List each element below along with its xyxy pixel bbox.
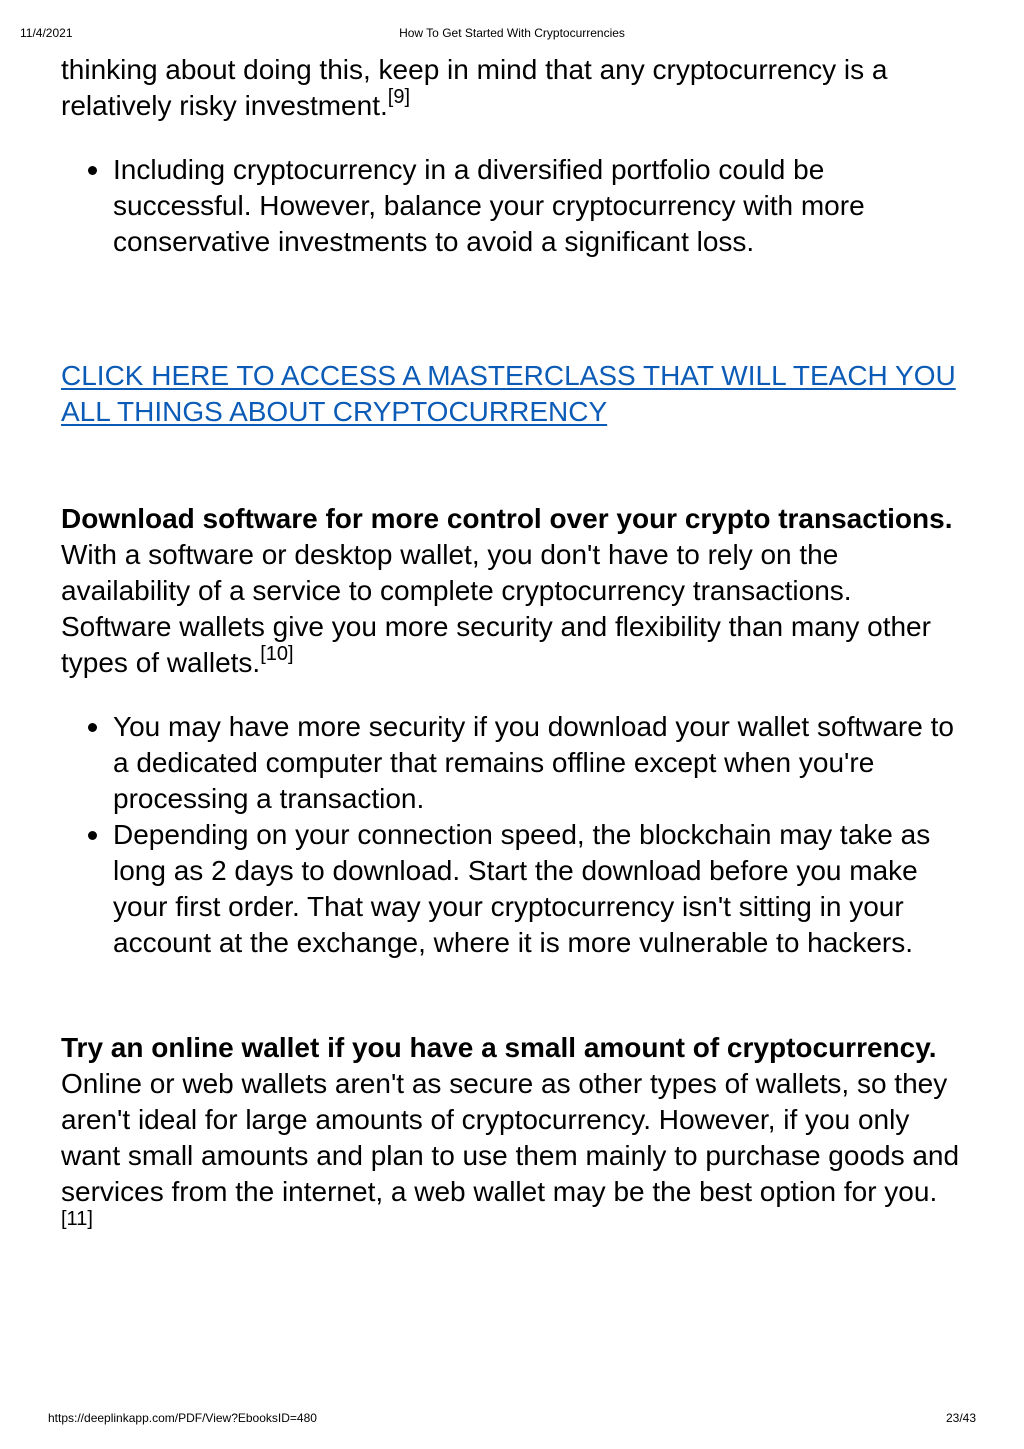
citation-9[interactable]: [9]: [387, 86, 411, 108]
page-number: 23/43: [945, 1411, 976, 1425]
page-url: https://deeplinkapp.com/PDF/View?EbooksID=480: [48, 1411, 317, 1425]
intro-paragraph: [61, 52, 961, 124]
online-section-heading: Try an online wallet if you have a small amount of cryptocurrency.: [61, 1032, 937, 1063]
software-section-body: With a software or desktop wallet, you don't have to rely on the availability of a service to complete cryptocurrency transactions. Software wallets give you more security and flexibility than many other types of wallets.: [61, 539, 931, 678]
citation-10[interactable]: [10]: [260, 643, 294, 665]
software-bullet-list: [61, 709, 961, 961]
list-item: You may have more security if you download your wallet software to a dedicated computer that remains offline except when you're processing a transaction.: [113, 709, 961, 817]
software-section-paragraph: [61, 501, 961, 681]
list-item: Including cryptocurrency in a diversified portfolio could be successful. However, balance your cryptocurrency with more conservative investments to avoid a significant loss.: [113, 152, 961, 260]
intro-bullet-list: [61, 152, 961, 260]
online-section-paragraph: [61, 1030, 961, 1246]
article-content: [61, 52, 961, 1246]
citation-11[interactable]: [11]: [61, 1208, 93, 1230]
software-section-heading: Download software for more control over your crypto transactions.: [61, 503, 953, 534]
document-title: How To Get Started With Cryptocurrencies: [399, 26, 625, 40]
print-date: 11/4/2021: [20, 26, 73, 40]
masterclass-link[interactable]: CLICK HERE TO ACCESS A MASTERCLASS THAT WILL TEACH YOU ALL THINGS ABOUT CRYPTOCURRENCY: [61, 360, 956, 427]
list-item: Depending on your connection speed, the blockchain may take as long as 2 days to download. Start the download before you make your first order. That way your cryptocurrency isn't sitting in your account at the exchange, where it is more vulnerable to hackers.: [113, 817, 961, 961]
intro-text: thinking about doing this, keep in mind that any cryptocurrency is a relatively risky investment.: [61, 54, 888, 121]
online-section-body: Online or web wallets aren't as secure as other types of wallets, so they aren't ideal for large amounts of cryptocurrency. However, if you only want small amounts and plan to use them mainly to purchase goods and services from the internet, a web wallet may be the best option for you.: [61, 1068, 960, 1207]
